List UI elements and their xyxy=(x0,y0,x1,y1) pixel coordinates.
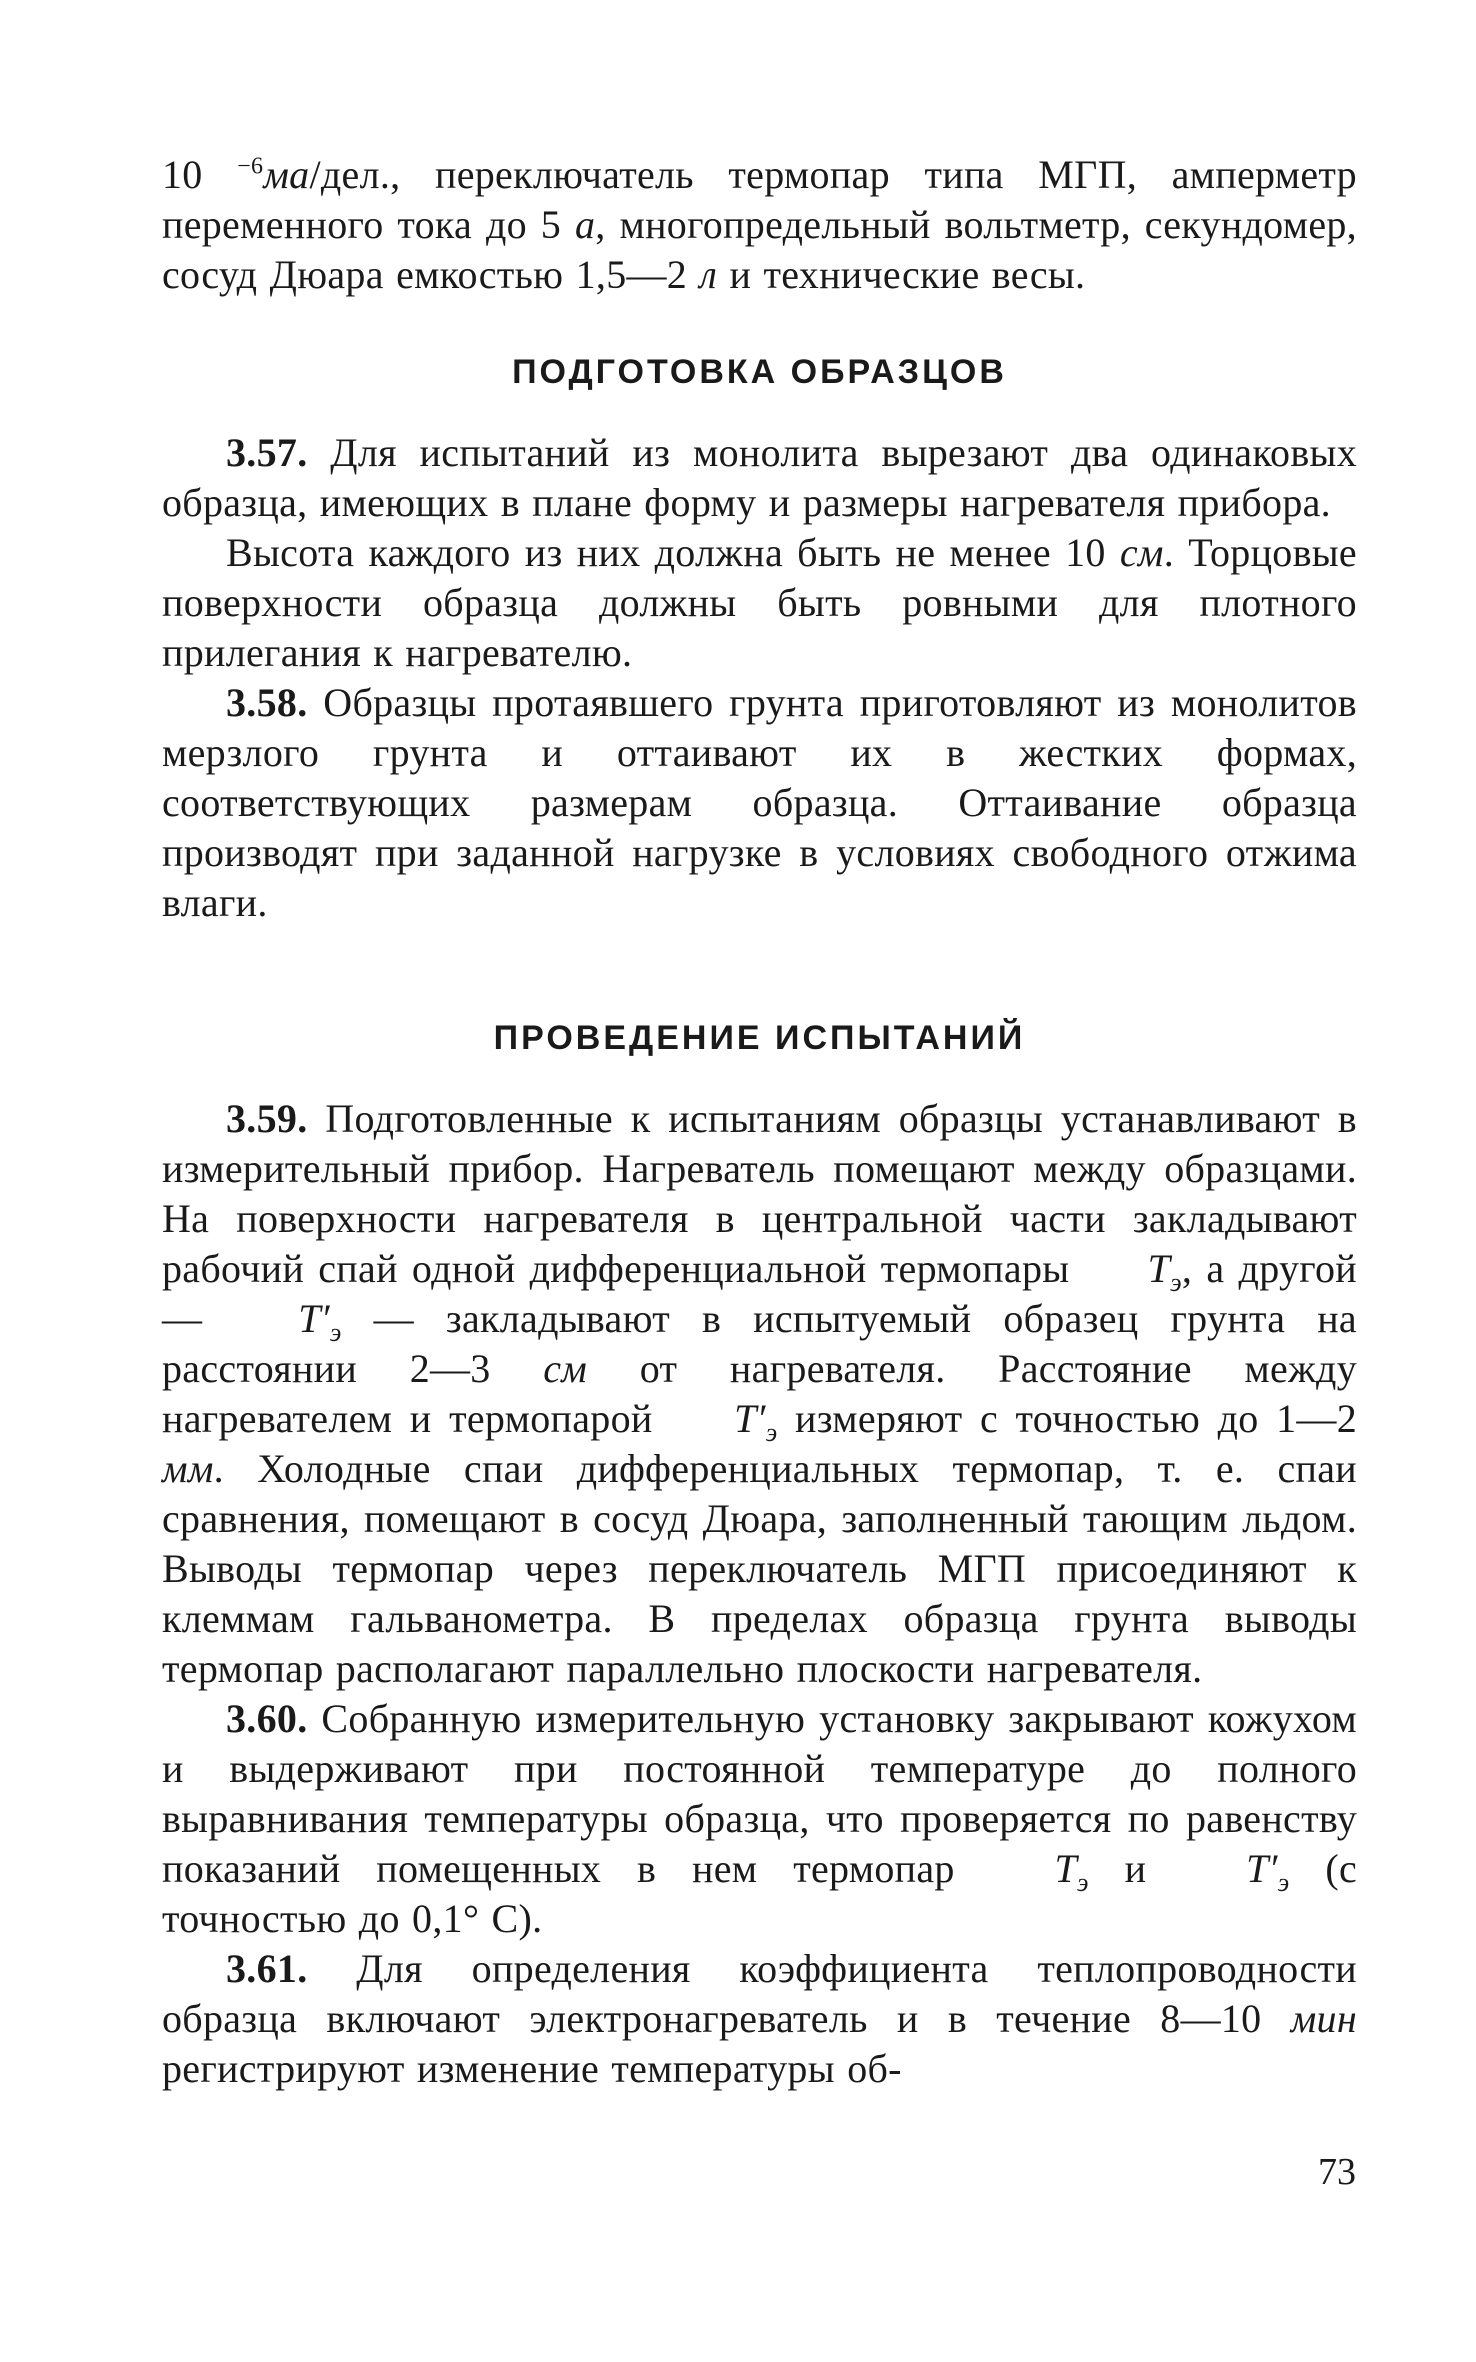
symbol-t: T xyxy=(1147,1246,1171,1291)
intro-exponent: −6 xyxy=(237,153,264,180)
paragraph-3-59-text-a: Подготовленные к испытаниям образцы устанавливают в измерительный прибор. Нагреватель помещают между образцами. На поверхности нагревателя в центральной части закладывают рабочий спай одной дифференциальной термопары xyxy=(162,1096,1357,1291)
paragraph-3-58 xyxy=(162,678,1357,928)
clause-number-3-61: 3.61. xyxy=(226,1946,308,1991)
paragraph-3-57b-text-a: Высота каждого из них должна быть не менее 10 xyxy=(226,530,1120,575)
unit-mm: мм xyxy=(162,1446,214,1491)
clause-number-3-57: 3.57. xyxy=(226,430,308,475)
paragraph-3-59-text-e: от нагревателя. Расстояние между нагревателем и термопарой xyxy=(162,1346,1357,1441)
intro-text-c: /дел., переключатель термопар типа МГП, амперметр переменного тока до 5 xyxy=(162,152,1357,247)
symbol-t: T xyxy=(1054,1846,1078,1891)
symbol-subscript: э xyxy=(329,1318,342,1347)
paragraph-3-60 xyxy=(162,1694,1357,1944)
paragraph-3-57 xyxy=(162,428,1357,528)
paragraph-3-59-text-h: . Холодные спаи дифференциальных термопар, т. е. спаи сравнения, помещают в сосуд Дюара, заполненный тающим льдом. Выводы термопар через переключатель МГП присоединяют к клеммам гальванометра. В пределах образца грунта выводы термопар располагают параллельно плоскости нагревателя. xyxy=(162,1446,1357,1691)
thermocouple-prime-symbol xyxy=(1182,1844,1290,1897)
paragraph-3-57-continued xyxy=(162,528,1357,678)
thermocouple-symbol xyxy=(991,1844,1089,1897)
unit-min: мин xyxy=(1290,1996,1357,2041)
paragraph-3-60-text-c: (с точностью до 0,1° C). xyxy=(162,1846,1357,1941)
intro-text-g: и технические весы. xyxy=(717,252,1086,297)
paragraph-3-57-text: Для испытаний из монолита вырезают два одинаковых образца, имеющих в плане форму и размеры нагревателя прибора. xyxy=(162,430,1357,525)
symbol-subscript: э xyxy=(765,1418,778,1447)
paragraph-3-59 xyxy=(162,1094,1357,1694)
paragraph-3-61-text-a: Для определения коэффициента теплопроводности образца включают электронагреватель и в течение 8—10 xyxy=(162,1946,1357,2041)
section-heading-testing: ПРОВЕДЕНИЕ ИСПЫТАНИЙ xyxy=(493,1019,1026,1057)
symbol-t-prime: T′ xyxy=(734,1396,766,1441)
paragraph-3-61-text-c: регистрируют изменение температуры об- xyxy=(162,2046,902,2091)
intro-paragraph xyxy=(162,150,1357,300)
clause-number-3-60: 3.60. xyxy=(226,1696,308,1741)
clause-number-3-59: 3.59. xyxy=(226,1096,308,1141)
intro-unit-a: а xyxy=(574,202,596,247)
symbol-t-prime: T′ xyxy=(1246,1846,1278,1891)
intro-unit-l: л xyxy=(699,252,718,297)
intro-text-a: 10 xyxy=(162,152,238,197)
thermocouple-prime-symbol xyxy=(670,1394,778,1447)
paragraph-3-57b-text-c: . Торцовые поверхности образца должны быть ровными для плотного прилегания к нагревателю. xyxy=(162,530,1357,675)
paragraph-3-59-text-f: измеряют с точностью до 1—2 xyxy=(777,1396,1357,1441)
paragraph-3-59-text-b: , а другой — xyxy=(162,1246,1357,1341)
clause-number-3-58: 3.58. xyxy=(226,680,308,725)
paragraph-3-60-text-b: и xyxy=(1088,1846,1183,1891)
symbol-subscript: э xyxy=(1077,1868,1089,1897)
intro-unit-ma: ма xyxy=(263,152,310,197)
symbol-t-prime: T′ xyxy=(298,1296,330,1341)
paragraph-3-59-text-c: — закладывают в испытуемый образец грунта на расстоянии 2—3 xyxy=(162,1296,1357,1391)
page-number: 73 xyxy=(1318,2151,1356,2193)
intro-text-e: , многопредельный вольтметр, секундомер, сосуд Дюара емкостью 1,5—2 xyxy=(162,202,1357,297)
paragraph-3-58-text: Образцы протаявшего грунта приготовляют из монолитов мерзлого грунта и оттаивают их в жестких формах, соответствующих размерам образца. Оттаивание образца производят при заданной нагрузке в условиях свободного отжима влаги. xyxy=(162,680,1357,925)
symbol-subscript: э xyxy=(1170,1268,1182,1297)
paragraph-3-60-text-a: Собранную измерительную установку закрывают кожухом и выдерживают при постоянной температуре до полного выравнивания температуры образца, что проверяется по равенству показаний помещенных в нем термопар xyxy=(162,1696,1357,1891)
thermocouple-prime-symbol xyxy=(234,1294,342,1347)
unit-sm: см xyxy=(543,1346,588,1391)
unit-sm: см xyxy=(1119,530,1164,575)
symbol-subscript: э xyxy=(1277,1868,1290,1897)
thermocouple-symbol xyxy=(1084,1244,1182,1297)
section-heading-preparation: ПОДГОТОВКА ОБРАЗЦОВ xyxy=(512,353,1007,391)
document-page xyxy=(162,150,1357,2094)
paragraph-3-61 xyxy=(162,1944,1357,2094)
